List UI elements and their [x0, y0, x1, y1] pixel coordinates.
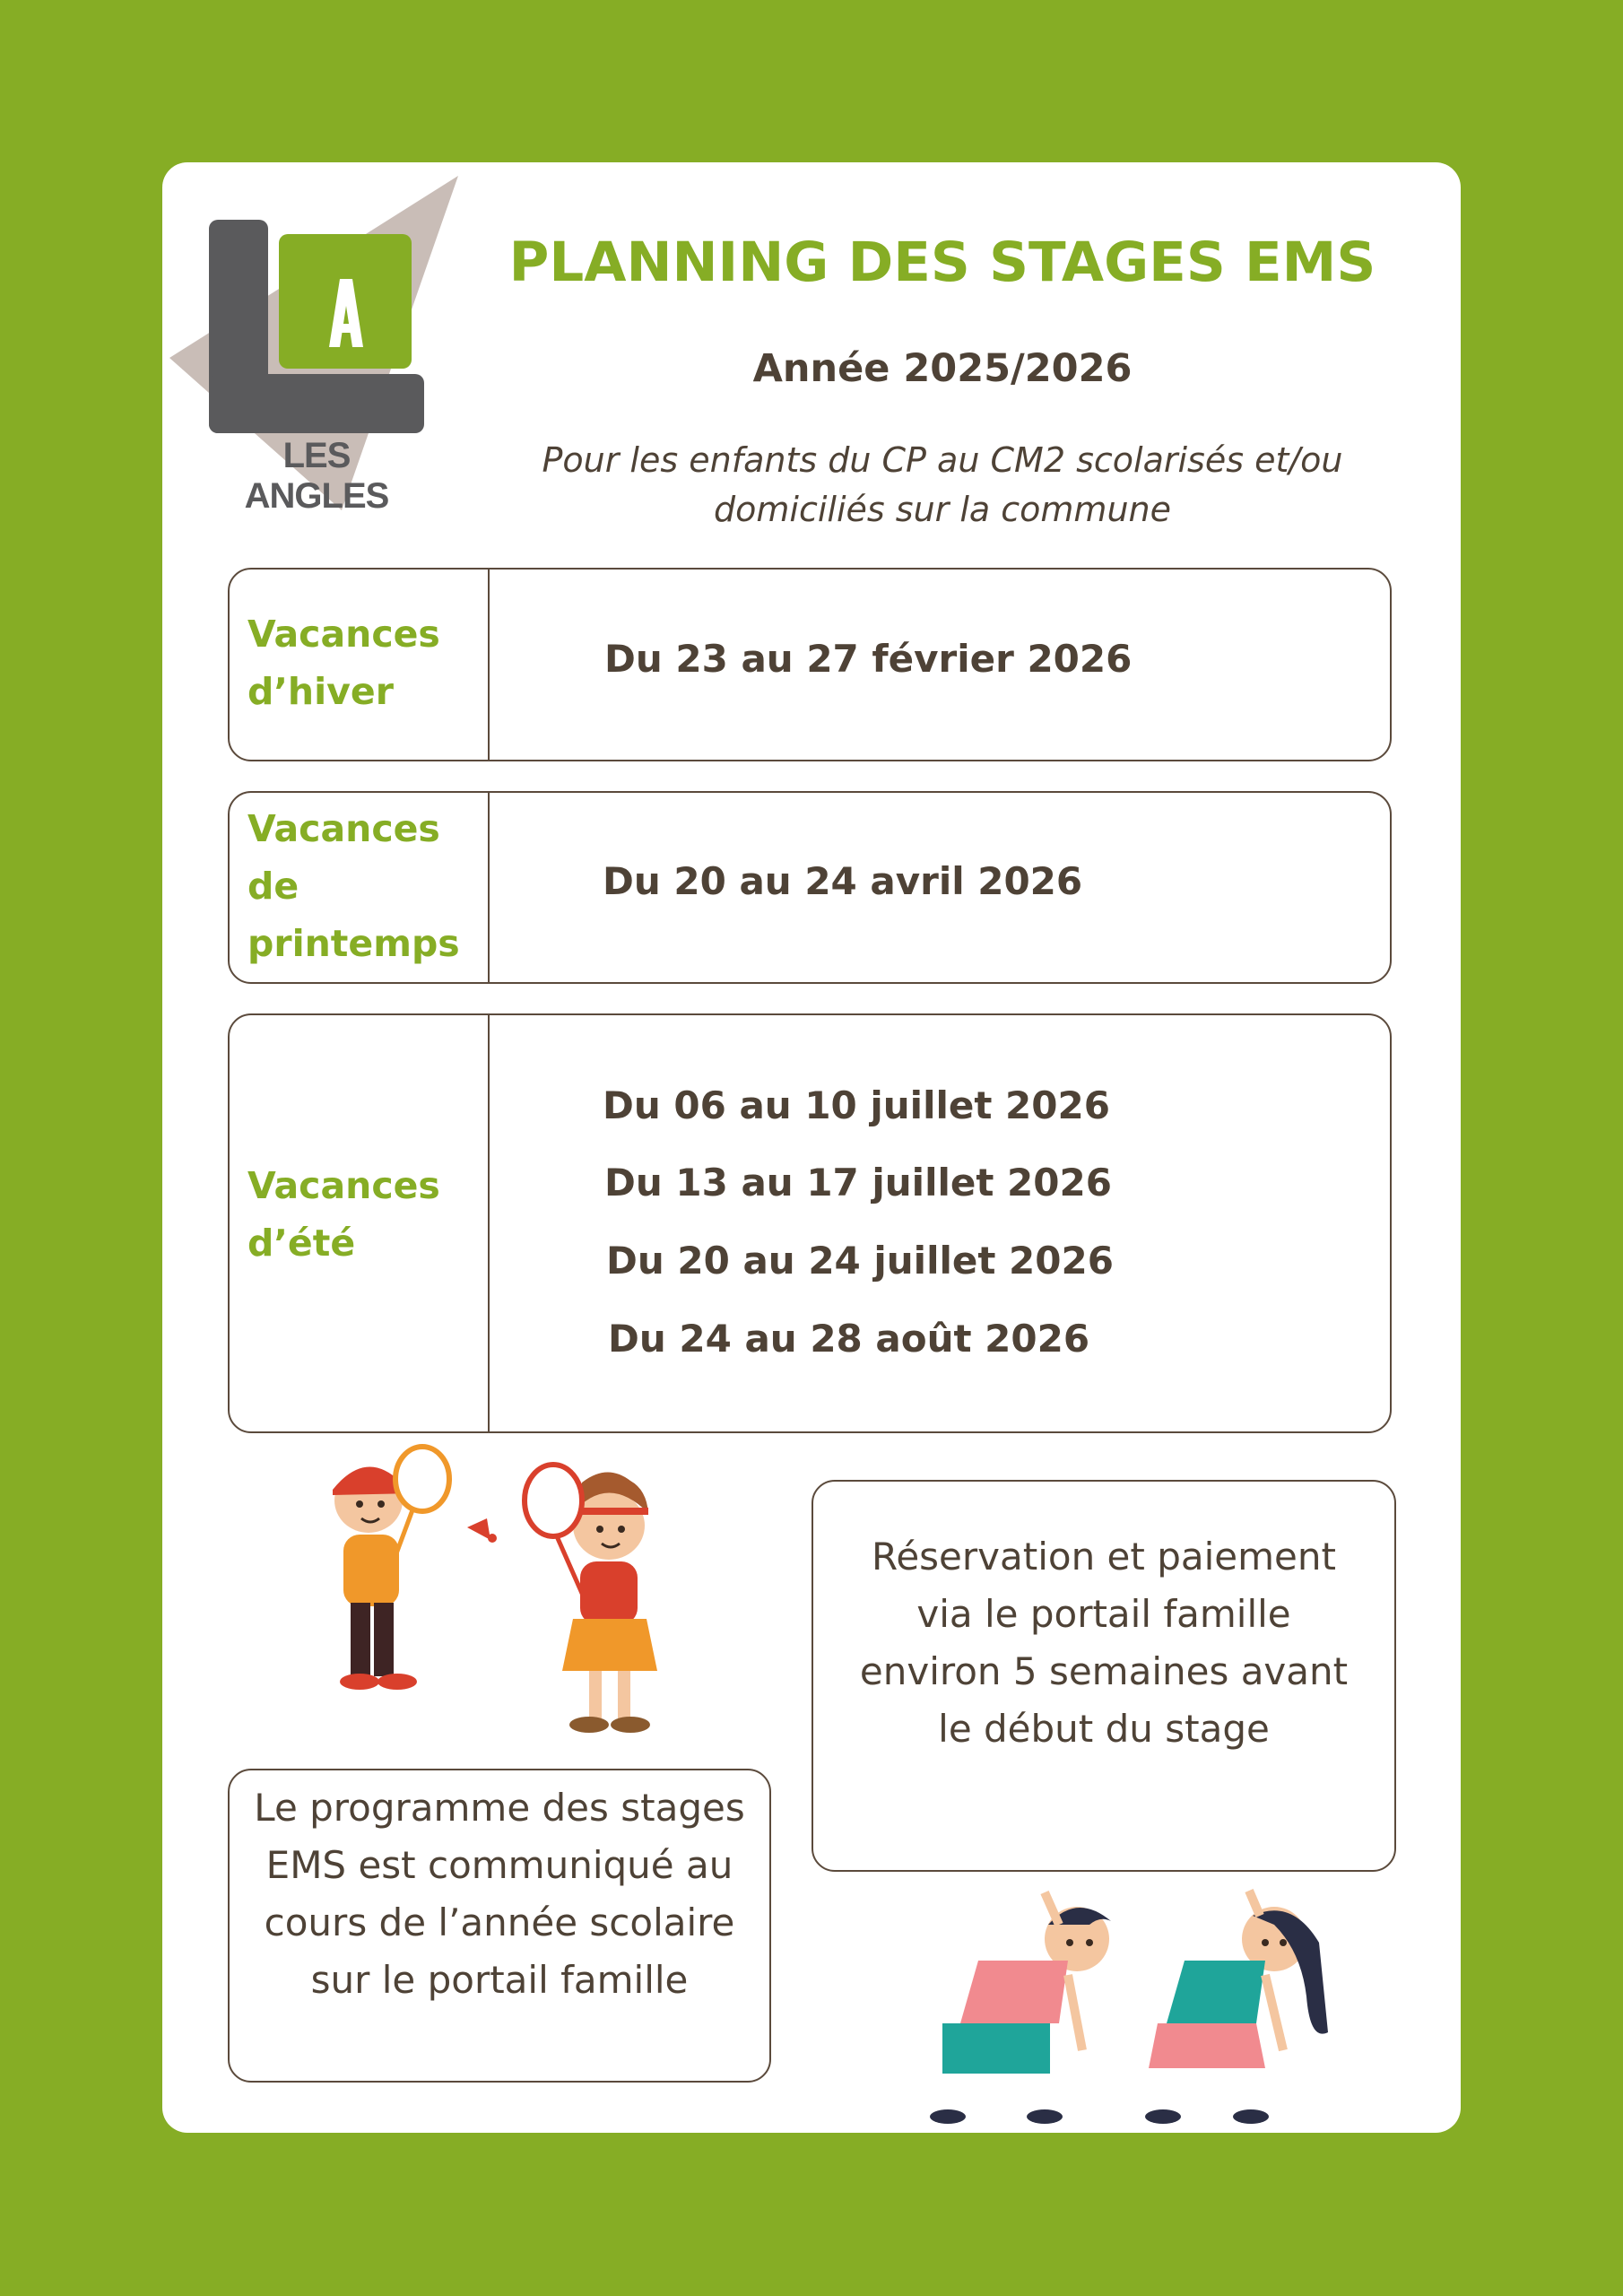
divider	[488, 1015, 490, 1431]
poster-card	[162, 162, 1461, 2133]
period-label: Vacances d’hiver	[247, 613, 440, 713]
period-date: Du 24 au 28 août 2026	[608, 1317, 1090, 1361]
subtitle: Pour les enfants du CP au CM2 scolarisés et/ou domiciliés sur la commune	[542, 440, 1343, 529]
badminton-kids-illustration	[297, 1436, 709, 1759]
page-title: PLANNING DES STAGES EMS	[508, 230, 1376, 294]
period-label: Vacances de printemps	[247, 807, 460, 965]
stretching-kids-illustration	[898, 1889, 1382, 2131]
les-angles-logo	[162, 162, 467, 521]
period-winter	[228, 568, 1392, 761]
divider	[488, 570, 490, 760]
programme-info: Le programme des stages EMS est communiqué au cours de l’année scolaire sur le portail famille	[228, 1769, 771, 2083]
period-date: Du 23 au 27 février 2026	[604, 637, 1133, 681]
period-date: Du 20 au 24 avril 2026	[603, 859, 1083, 903]
period-date: Du 20 au 24 juillet 2026	[606, 1239, 1114, 1283]
divider	[488, 793, 490, 982]
period-label: Vacances d’été	[247, 1164, 440, 1265]
period-date: Du 13 au 17 juillet 2026	[604, 1161, 1112, 1205]
period-summer	[228, 1013, 1392, 1433]
reservation-info: Réservation et paiement via le portail famille environ 5 semaines avant le début du stage	[812, 1480, 1396, 1872]
logo-text: LES ANGLES	[244, 436, 389, 516]
period-spring	[228, 791, 1392, 984]
period-date: Du 06 au 10 juillet 2026	[603, 1083, 1110, 1127]
school-year: Année 2025/2026	[752, 346, 1133, 391]
